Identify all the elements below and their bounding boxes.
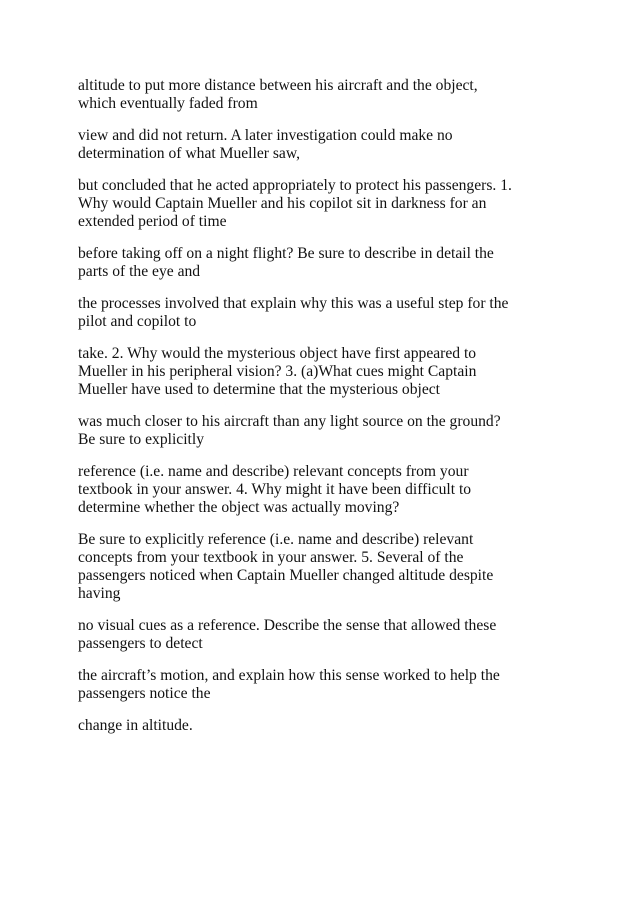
text-line: Be sure to explicitly: [78, 431, 205, 448]
text-line: passengers to detect: [78, 635, 203, 652]
text-line: reference (i.e. name and describe) relevant concepts from your: [78, 463, 469, 480]
text-line: extended period of time: [78, 213, 227, 230]
text-line: Be sure to explicitly reference (i.e. name and describe) relevant: [78, 531, 474, 548]
text-line: altitude to put more distance between his aircraft and the object,: [78, 77, 478, 94]
text-line: Why would Captain Mueller and his copilot sit in darkness for an: [78, 195, 487, 212]
paragraph-8: [78, 463, 564, 517]
text-line: passengers noticed when Captain Mueller changed altitude despite: [78, 567, 494, 584]
text-line: determination of what Mueller saw,: [78, 145, 300, 162]
text-line: determine whether the object was actually moving?: [78, 499, 400, 516]
text-line: take. 2. Why would the mysterious object have first appeared to: [78, 345, 477, 362]
text-line: no visual cues as a reference. Describe the sense that allowed these: [78, 617, 497, 634]
text-line: view and did not return. A later investigation could make no: [78, 127, 453, 144]
text-line: Mueller have used to determine that the mysterious object: [78, 381, 441, 398]
paragraph-7: [78, 413, 564, 449]
text-line: the aircraft’s motion, and explain how this sense worked to help the: [78, 667, 500, 684]
text-line: Mueller in his peripheral vision? 3. (a)What cues might Captain: [78, 363, 477, 380]
paragraph-4: [78, 245, 564, 281]
paragraph-9: [78, 531, 564, 603]
paragraph-11: [78, 667, 564, 703]
text-line: but concluded that he acted appropriately to protect his passengers. 1.: [78, 177, 512, 194]
paragraph-3: [78, 177, 564, 231]
text-line: textbook in your answer. 4. Why might it have been difficult to: [78, 481, 472, 498]
document-body: [78, 77, 564, 749]
text-line: pilot and copilot to: [78, 313, 197, 330]
paragraph-1: [78, 77, 564, 113]
paragraph-5: [78, 295, 564, 331]
paragraph-12: [78, 717, 564, 735]
text-line: parts of the eye and: [78, 263, 201, 280]
text-line: change in altitude.: [78, 717, 193, 734]
text-line: which eventually faded from: [78, 95, 258, 112]
text-line: was much closer to his aircraft than any light source on the ground?: [78, 413, 501, 430]
paragraph-6: [78, 345, 564, 399]
text-line: before taking off on a night flight? Be sure to describe in detail the: [78, 245, 494, 262]
text-line: the processes involved that explain why this was a useful step for the: [78, 295, 509, 312]
paragraph-10: [78, 617, 564, 653]
paragraph-2: [78, 127, 564, 163]
text-line: concepts from your textbook in your answer. 5. Several of the: [78, 549, 464, 566]
text-line: having: [78, 585, 121, 602]
text-line: passengers notice the: [78, 685, 211, 702]
